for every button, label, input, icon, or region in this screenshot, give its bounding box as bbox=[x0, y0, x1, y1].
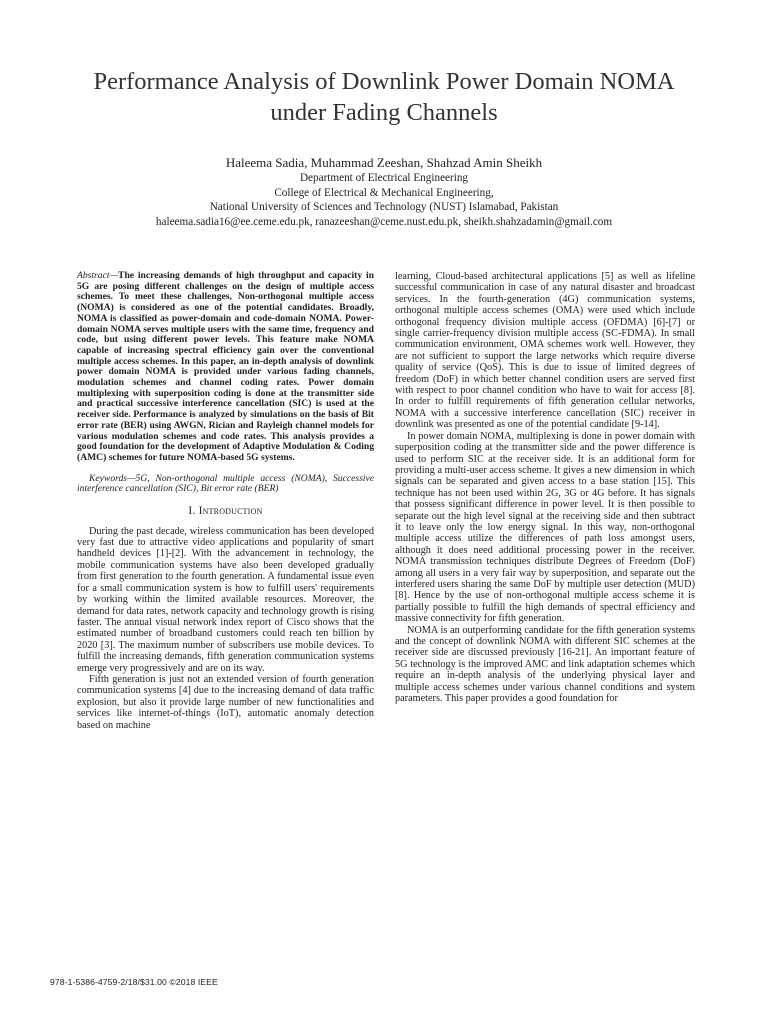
authors-line: Haleema Sadia, Muhammad Zeeshan, Shahzad Amin Sheikh bbox=[225, 155, 543, 170]
paragraph: NOMA is an outperforming candidate for the fifth generation systems and the concept of downlink NOMA with different SIC schemes at the receiver side are discussed previously [16-21]. An important feature of 5G technology is the improved AMC and link adaptation schemes which require an in-depth analysis of the underlying physical layer and multiple access schemes under various channel conditions and system parameters. This paper provides a good foundation for bbox=[395, 624, 695, 705]
affiliation-college: College of Electrical & Mechanical Engineering, bbox=[274, 186, 494, 199]
section-heading bbox=[77, 506, 374, 517]
abstract bbox=[77, 271, 374, 464]
paragraph: In power domain NOMA, multiplexing is done in power domain with superposition coding at the transmitter side and the power difference is used to perform SIC at the receiver side. It is an additional form for providing a multi-user access scheme. It gives a new dimension in which signals can be separated and given access to a base station [15]. This technique has not been used within 2G, 3G or 4G before. It has signals that possess significant difference in power level. It is then possible to separate out the high level signal at the receiving side and then subtract it to leave only the low energy signal. In this way, non-orthogonal multiple access utilize the differences of path loss amongst users, although it does need additional processing power in the receiver. NOMA transmission techniques distribute Degrees of Freedom (DoF) among all users in a very fair way by superposition, and separate out the interfered users sharing the same DoF by multiple user detection (MUD) [8]. Hence by the use of non-orthogonal multiple access scheme it is partially possible to fulfill the high demands of spectral efficiency and massive connectivity for fifth generation. bbox=[395, 430, 695, 625]
left-column bbox=[77, 271, 374, 731]
section-title: Introduction bbox=[198, 505, 263, 518]
title-line-2: under Fading Channels bbox=[270, 99, 498, 126]
author-emails: haleema.sadia16@ee.ceme.edu.pk, ranazeeshan@ceme.nust.edu.pk, sheikh.shahzadamin@gmail.com bbox=[155, 215, 613, 228]
affiliation-university: National University of Sciences and Technology (NUST) Islamabad, Pakistan bbox=[209, 201, 559, 213]
paragraph: During the past decade, wireless communication has been developed very fast due to attractive video applications and popularity of smart handheld devices [1]-[2]. With the advancement in technology, the mobile communication systems have also been developed gradually from first generation to the fourth generation. A fundamental issue even for a small communication system is how to fulfill users' requirements by working within the limited available resources. Moreover, the demand for data rates, network capacity and technology growth is rising faster. The annual visual network index report of Cisco shows that the estimated number of broadband customers could reach ten billion by 2020 [3]. The maximum number of subscribers use mobile devices. To fulfill the increasing demands, fifth generation communication systems emerge very progressively and are on its way. bbox=[77, 525, 374, 674]
right-column bbox=[395, 271, 695, 704]
affiliation-department: Department of Electrical Engineering bbox=[299, 172, 469, 184]
paragraph: learning, Cloud-based architectural applications [5] as well as lifeline successful communication in case of any natural disaster and broadcast services. In the fourth-generation (4G) communication systems, orthogonal multiple access schemes (OMA) were used which include orthogonal frequency division multiple access (OFDMA) [6]-[7] or single carrier-frequency division multiple access (SC-FDMA). In small communication environment, OMA schemes work well. However, they are not sufficient to support the large networks which require diverse quality of service (QoS). This is due to issue of limited degrees of freedom (DoF) in which better channel condition users are served first with respect to poor channel condition who have to wait for access [8]. In order to fulfill requirements of fifth generation cellular networks, NOMA with a successive interference cancellation (SIC) receiver in downlink was presented as one of the potential candidate [9-14]. bbox=[395, 271, 695, 431]
paper-title bbox=[40, 66, 728, 128]
author-list bbox=[40, 154, 728, 171]
title-line-1: Performance Analysis of Downlink Power Domain NOMA bbox=[93, 68, 675, 95]
copyright-footer: 978-1-5386-4759-2/18/$31.00 ©2018 IEEE bbox=[50, 977, 218, 987]
abstract-lead: Abstract— bbox=[77, 270, 119, 281]
paragraph: Fifth generation is just not an extended version of fourth generation communication systems [4] due to the increasing demand of data traffic explosion, but also it provide large number of new functionalities and services like internet-of-things (IoT), automatic anomaly detection based on machine bbox=[77, 673, 374, 731]
affiliation-block bbox=[40, 171, 728, 229]
keywords: Keywords—5G, Non-orthogonal multiple access (NOMA), Successive interference cancellation (SIC), Bit error rate (BER) bbox=[77, 472, 374, 495]
abstract-text: The increasing demands of high throughput and capacity in 5G are posing different challenges on the design of multiple access schemes. To meet these challenges, Non-orthogonal multiple access (NOMA) is considered as one of the potential candidates. Broadly, NOMA is classified as power-domain and code-domain NOMA. Power-domain NOMA serves multiple users with the same time, frequency and code, but using different power levels. This feature make NOMA capable of increasing spectral efficiency gain over the conventional multiple access schemes. In this paper, an in-depth analysis of downlink power domain NOMA is provided under various fading channels, modulation schemes and channel coding rates. Power domain multiplexing with superposition coding is done at the transmitter side and practical successive interference cancellation (SIC) is used at the receiver side. Performance is analyzed by simulations on the basis of Bit error rate (BER) using AWGN, Rician and Rayleigh channel models for various modulation schemes and code rates. This analysis provides a good foundation for the development of Adaptive Modulation & Coding (AMC) schemes for future NOMA-based 5G systems. bbox=[77, 270, 374, 463]
section-number: I. bbox=[188, 505, 196, 518]
